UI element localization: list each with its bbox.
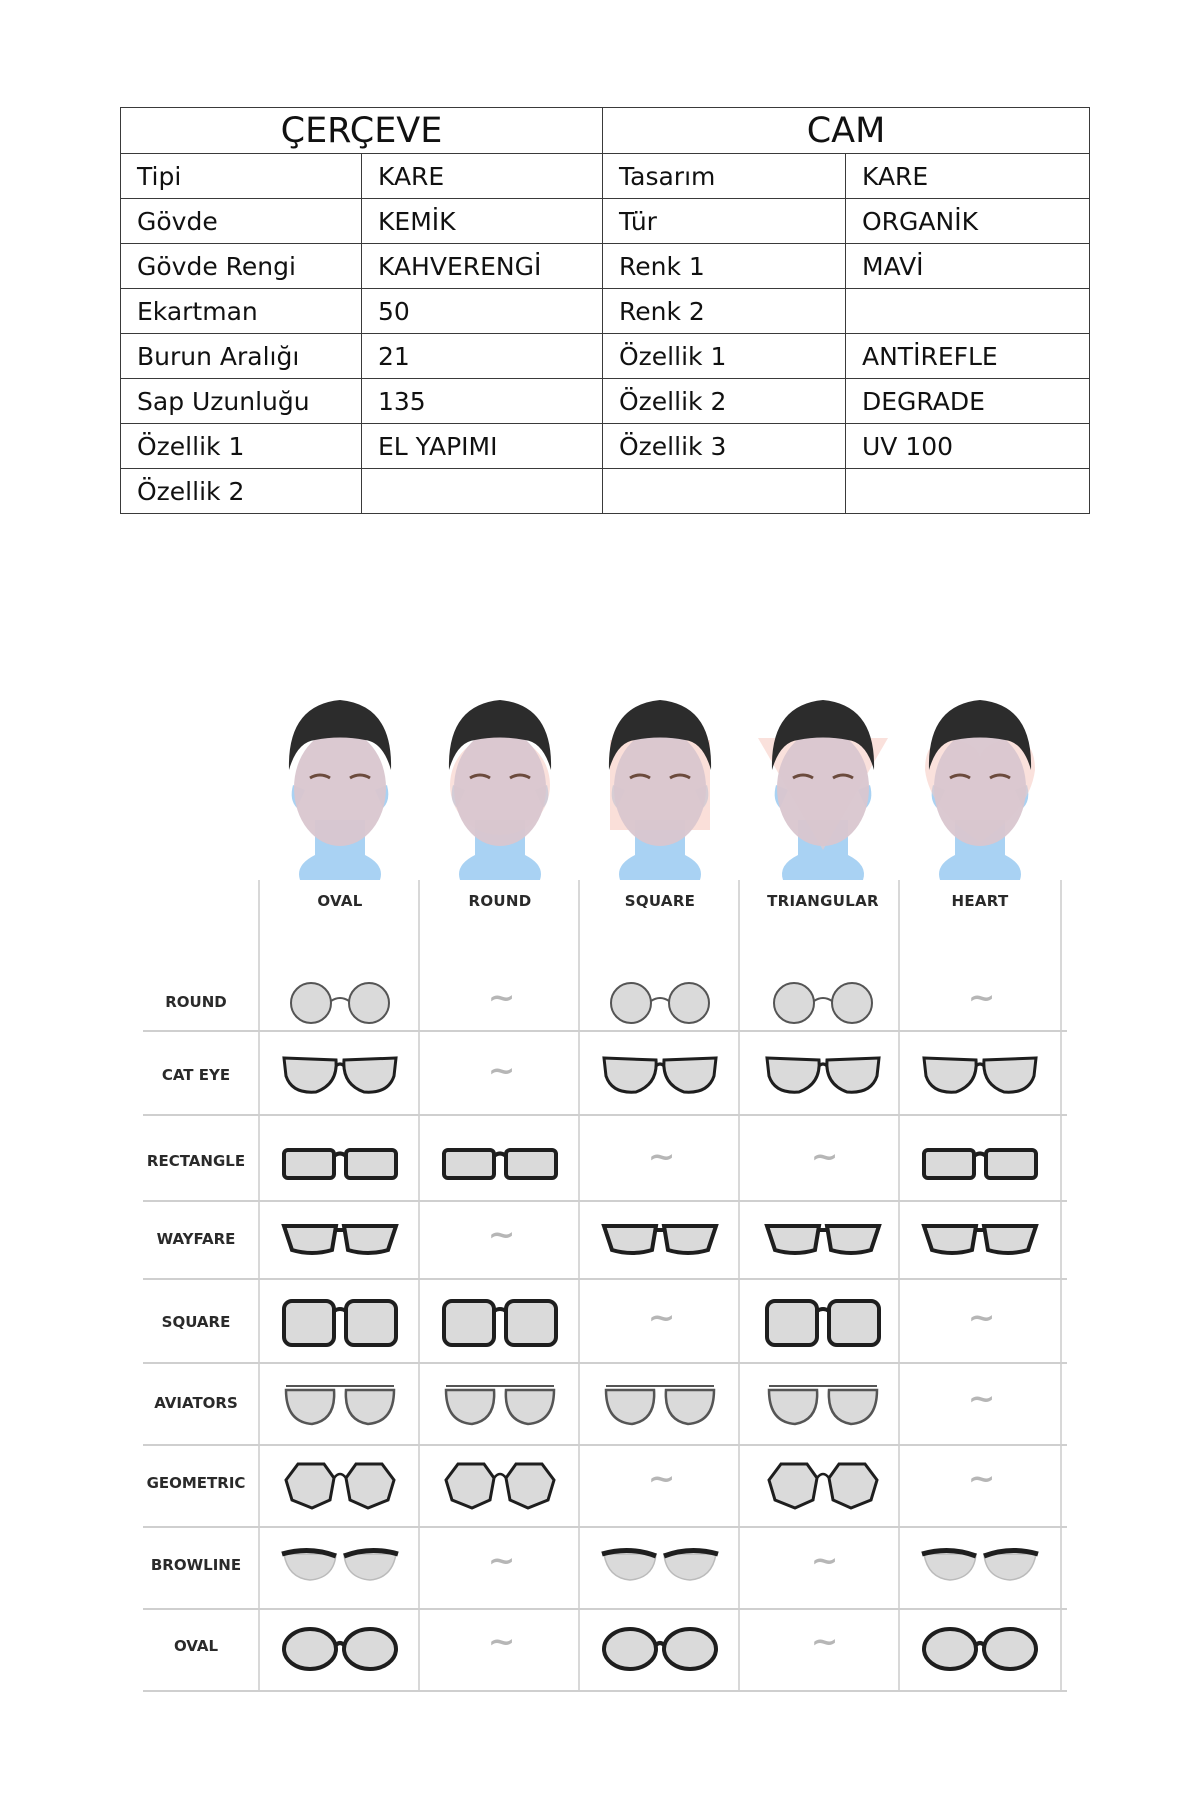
spec-table <box>120 107 1090 514</box>
lens-value: MAVİ <box>846 244 1090 289</box>
spec-header-row <box>121 108 1090 154</box>
spec-row <box>121 379 1090 424</box>
browline-glasses-icon <box>918 1538 1042 1594</box>
lens-label: Tür <box>603 199 846 244</box>
frame-style-label: CAT EYE <box>161 1066 231 1084</box>
frame-label: Sap Uzunluğu <box>121 379 362 424</box>
rectangle-glasses-icon <box>278 1134 402 1190</box>
rectangle-glasses-icon <box>918 1134 1042 1190</box>
row-divider <box>143 1114 1067 1116</box>
face-heart-illustration <box>915 690 1045 880</box>
cat-eye-glasses-icon <box>278 1048 402 1104</box>
face-shape-label: OVAL <box>317 892 363 910</box>
column-divider <box>418 880 420 1690</box>
not-recommended-icon: ~ <box>487 1218 516 1253</box>
frame-value <box>362 469 603 514</box>
spec-row <box>121 424 1090 469</box>
cat-eye-glasses-icon <box>761 1048 885 1104</box>
not-recommended-icon: ~ <box>487 981 516 1016</box>
lens-label: Renk 2 <box>603 289 846 334</box>
face-square-illustration <box>595 690 725 880</box>
row-divider <box>143 1278 1067 1280</box>
lens-value <box>846 469 1090 514</box>
lens-value: KARE <box>846 154 1090 199</box>
frame-label: Burun Aralığı <box>121 334 362 379</box>
aviators-glasses-icon <box>278 1376 402 1432</box>
face-triangular-illustration <box>758 690 888 880</box>
face-shape-label: HEART <box>951 892 1009 910</box>
lens-label <box>603 469 846 514</box>
round-glasses-icon <box>278 975 402 1031</box>
frame-value: 50 <box>362 289 603 334</box>
geometric-glasses-icon <box>278 1456 402 1512</box>
frame-style-label: AVIATORS <box>154 1394 238 1412</box>
rectangle-glasses-icon <box>438 1134 562 1190</box>
browline-glasses-icon <box>278 1538 402 1594</box>
row-divider <box>143 1690 1067 1692</box>
aviators-glasses-icon <box>438 1376 562 1432</box>
round-glasses-icon <box>761 975 885 1031</box>
lens-label: Özellik 1 <box>603 334 846 379</box>
oval-glasses-icon <box>918 1619 1042 1675</box>
not-recommended-icon: ~ <box>647 1301 676 1336</box>
not-recommended-icon: ~ <box>810 1140 839 1175</box>
face-shape-label: SQUARE <box>624 892 696 910</box>
frame-style-label: WAYFARE <box>156 1230 236 1248</box>
not-recommended-icon: ~ <box>647 1462 676 1497</box>
face-shape-chart <box>0 690 1200 1710</box>
spec-row <box>121 334 1090 379</box>
row-divider <box>143 1362 1067 1364</box>
not-recommended-icon: ~ <box>487 1544 516 1579</box>
frame-label: Ekartman <box>121 289 362 334</box>
frame-style-label: OVAL <box>173 1637 219 1655</box>
wayfare-glasses-icon <box>598 1212 722 1268</box>
lens-label: Renk 1 <box>603 244 846 289</box>
cat-eye-glasses-icon <box>598 1048 722 1104</box>
not-recommended-icon: ~ <box>647 1140 676 1175</box>
lens-value: DEGRADE <box>846 379 1090 424</box>
frame-style-label: ROUND <box>165 993 227 1011</box>
not-recommended-icon: ~ <box>967 1462 996 1497</box>
row-divider <box>143 1444 1067 1446</box>
face-shape-label: TRIANGULAR <box>767 892 879 910</box>
face-round-illustration <box>435 690 565 880</box>
frame-value: 21 <box>362 334 603 379</box>
row-divider <box>143 1526 1067 1528</box>
frame-value: EL YAPIMI <box>362 424 603 469</box>
aviators-glasses-icon <box>598 1376 722 1432</box>
frame-header: ÇERÇEVE <box>121 108 603 154</box>
not-recommended-icon: ~ <box>810 1544 839 1579</box>
not-recommended-icon: ~ <box>967 981 996 1016</box>
oval-glasses-icon <box>278 1619 402 1675</box>
row-divider <box>143 1608 1067 1610</box>
square-glasses-icon <box>278 1295 402 1351</box>
not-recommended-icon: ~ <box>487 1625 516 1660</box>
not-recommended-icon: ~ <box>810 1625 839 1660</box>
frame-style-label: BROWLINE <box>150 1556 242 1574</box>
spec-row <box>121 289 1090 334</box>
spec-row <box>121 154 1090 199</box>
lens-label: Tasarım <box>603 154 846 199</box>
column-divider <box>738 880 740 1690</box>
column-divider <box>578 880 580 1690</box>
lens-label: Özellik 3 <box>603 424 846 469</box>
frame-value: 135 <box>362 379 603 424</box>
frame-label: Gövde Rengi <box>121 244 362 289</box>
lens-header: CAM <box>603 108 1090 154</box>
frame-style-label: GEOMETRIC <box>146 1474 246 1492</box>
frame-label: Özellik 1 <box>121 424 362 469</box>
frame-value: KEMİK <box>362 199 603 244</box>
frame-label: Özellik 2 <box>121 469 362 514</box>
frame-style-label: SQUARE <box>161 1313 231 1331</box>
not-recommended-icon: ~ <box>487 1054 516 1089</box>
not-recommended-icon: ~ <box>967 1382 996 1417</box>
round-glasses-icon <box>598 975 722 1031</box>
geometric-glasses-icon <box>761 1456 885 1512</box>
column-divider <box>898 880 900 1690</box>
geometric-glasses-icon <box>438 1456 562 1512</box>
lens-label: Özellik 2 <box>603 379 846 424</box>
square-glasses-icon <box>761 1295 885 1351</box>
frame-label: Tipi <box>121 154 362 199</box>
row-divider <box>143 1200 1067 1202</box>
wayfare-glasses-icon <box>761 1212 885 1268</box>
wayfare-glasses-icon <box>278 1212 402 1268</box>
spec-row <box>121 244 1090 289</box>
aviators-glasses-icon <box>761 1376 885 1432</box>
spec-row <box>121 469 1090 514</box>
frame-label: Gövde <box>121 199 362 244</box>
frame-style-label: RECTANGLE <box>146 1152 246 1170</box>
browline-glasses-icon <box>598 1538 722 1594</box>
cat-eye-glasses-icon <box>918 1048 1042 1104</box>
wayfare-glasses-icon <box>918 1212 1042 1268</box>
face-oval-illustration <box>275 690 405 880</box>
column-divider <box>1060 880 1062 1690</box>
lens-value: ORGANİK <box>846 199 1090 244</box>
lens-value: ANTİREFLE <box>846 334 1090 379</box>
spec-row <box>121 199 1090 244</box>
not-recommended-icon: ~ <box>967 1301 996 1336</box>
square-glasses-icon <box>438 1295 562 1351</box>
face-shape-label: ROUND <box>468 892 532 910</box>
frame-value: KARE <box>362 154 603 199</box>
lens-value: UV 100 <box>846 424 1090 469</box>
lens-value <box>846 289 1090 334</box>
oval-glasses-icon <box>598 1619 722 1675</box>
frame-value: KAHVERENGİ <box>362 244 603 289</box>
